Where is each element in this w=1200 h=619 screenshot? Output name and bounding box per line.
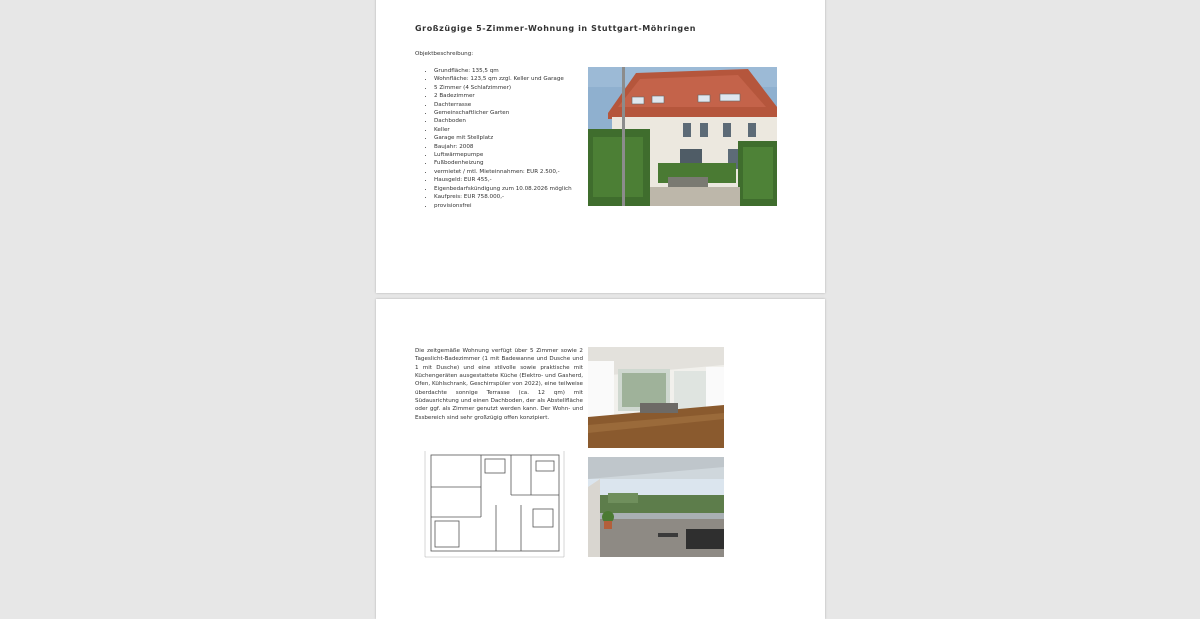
list-item: • Fußbodenheizung (434, 159, 594, 167)
list-item: • Luftwärmepumpe (434, 151, 594, 159)
list-item: • Keller (434, 126, 594, 134)
list-item: • Grundfläche: 135,5 qm (434, 67, 594, 75)
apartment-description: Die zeitgemäße Wohnung verfügt über 5 Zimmer sowie 2 Tageslicht-Badezimmer (1 mit Badewanne und Dusche und 1 mit Dusche) und eine stilvolle sowie praktische mit Küchengeräten ausgestattete Küche (Elektro- und Gasherd, Ofen, Kühlschrank, Geschirrspüler von 2022), eine teilweise überdachte sonnige Terrasse (ca. 12 qm) mit Südausrichtung und einen Dachboden, der als Abstellfläche oder ggf. als Zimmer genutzt werden kann. Der Wohn- und Essbereich sind sehr großzügig offen konzipiert. (415, 348, 583, 421)
list-item: • Hausgeld: EUR 455,- (434, 176, 594, 184)
list-item: • vermietet / mtl. Mieteinnahmen: EUR 2.500,- (434, 168, 594, 176)
feature-list (424, 67, 594, 210)
list-item: • Kaufpreis: EUR 758.000,- (434, 193, 594, 201)
list-item: • Baujahr: 2008 (434, 143, 594, 151)
list-item: • provisionsfrei (434, 202, 594, 210)
floor-plan-image (421, 447, 568, 562)
list-item: • Wohnfläche: 123,5 qm zzgl. Keller und Garage (434, 75, 594, 83)
list-item: • Garage mit Stellplatz (434, 134, 594, 142)
section-label: Objektbeschreibung: (415, 51, 474, 57)
house-exterior-photo (588, 67, 777, 206)
listing-title: Großzügige 5-Zimmer-Wohnung in Stuttgart-Möhringen (415, 24, 697, 33)
list-item: • Dachboden (434, 117, 594, 125)
living-room-photo (588, 347, 724, 448)
brochure-page-2 (376, 299, 825, 619)
list-item: • Gemeinschaftlicher Garten (434, 109, 594, 117)
list-item: • Eigenbedarfskündigung zum 10.08.2026 möglich (434, 185, 594, 193)
list-item: • Dachterrasse (434, 101, 594, 109)
list-item: • 2 Badezimmer (434, 92, 594, 100)
list-item: • 5 Zimmer (4 Schlafzimmer) (434, 84, 594, 92)
brochure-page-1 (376, 0, 825, 293)
roof-terrace-photo (588, 457, 724, 557)
